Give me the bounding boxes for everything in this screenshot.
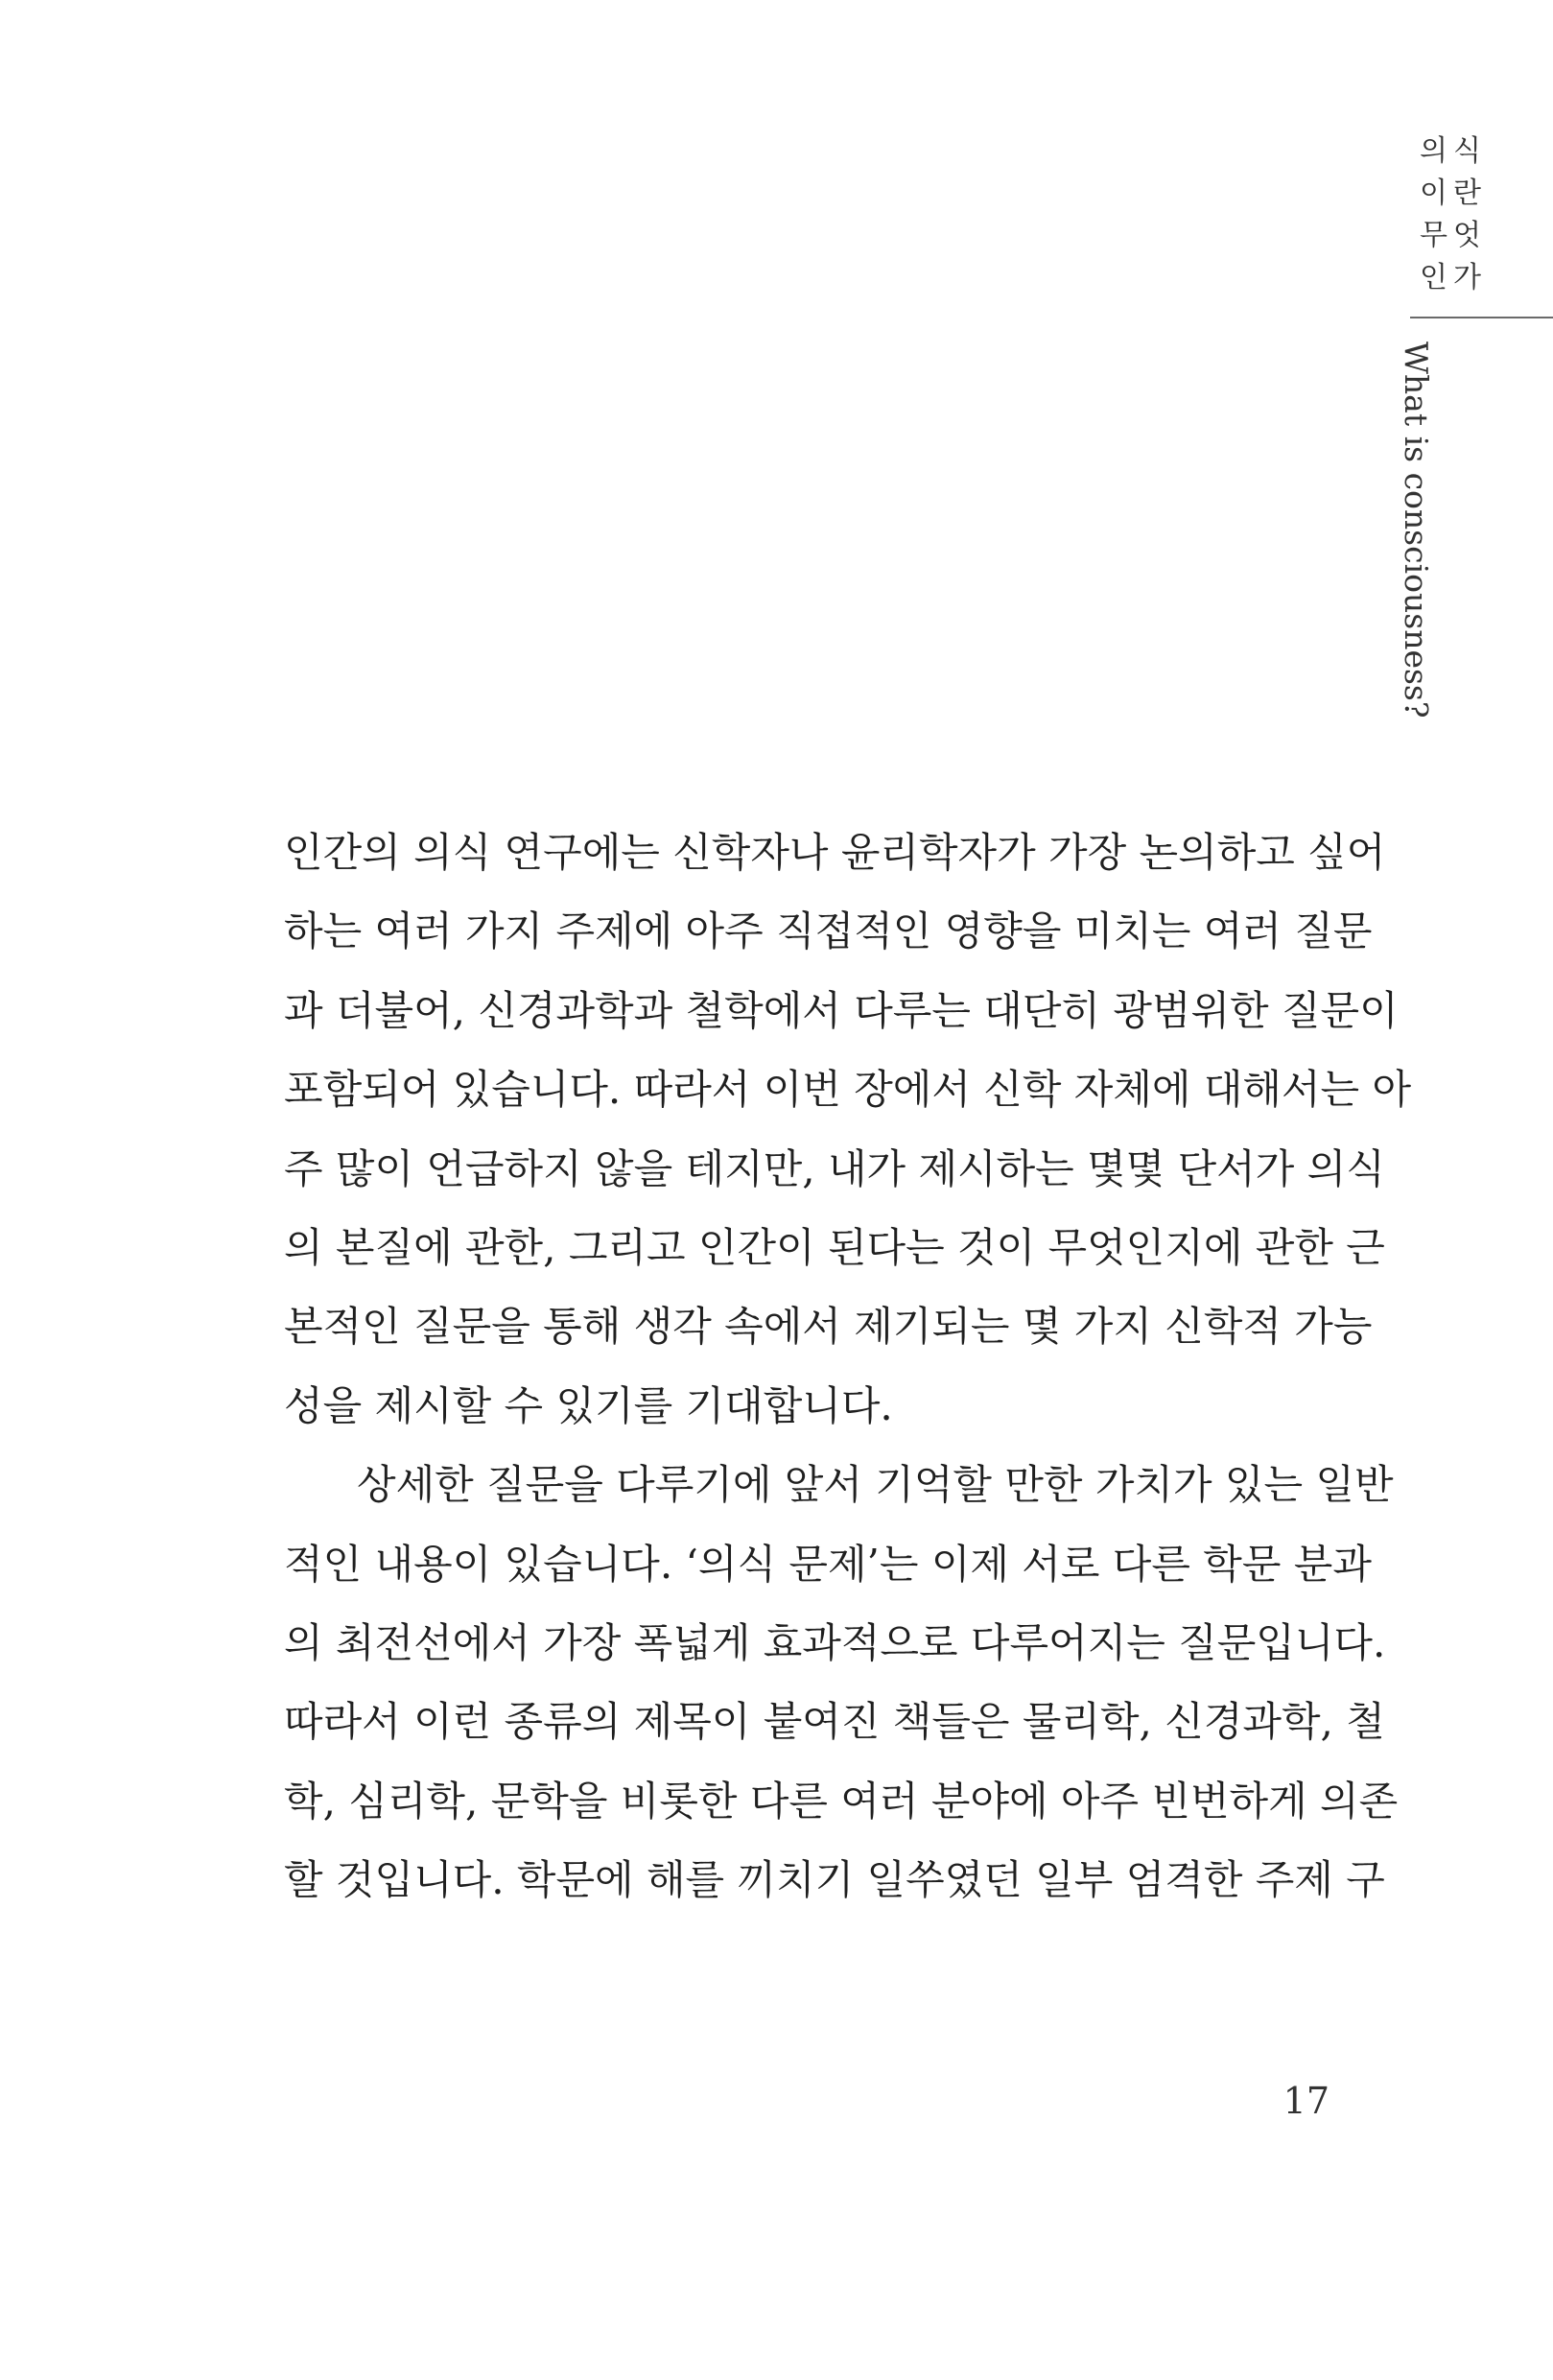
text-line: 성을 제시할 수 있기를 기대합니다. xyxy=(284,1381,893,1429)
text-line: 과 더불어, 신경과학과 철학에서 다루는 대단히 광범위한 질문이 xyxy=(284,986,1399,1034)
running-head-divider xyxy=(1410,317,1553,318)
body-text xyxy=(284,813,1412,1920)
text-line: 할 것입니다. 학문에 해를 끼치기 일쑤였던 일부 엄격한 주제 구 xyxy=(284,1856,1385,1904)
text-line: 의 최전선에서 가장 폭넓게 효과적으로 다루어지는 질문입니다. xyxy=(284,1618,1386,1666)
text-line: 상세한 질문을 다루기에 앞서 기억할 만한 가치가 있는 일반 xyxy=(357,1461,1394,1509)
text-line: 따라서 이런 종류의 제목이 붙여진 책들은 물리학, 신경과학, 철 xyxy=(284,1698,1385,1746)
text-line: 본적인 질문을 통해 생각 속에서 제기되는 몇 가지 신학적 가능 xyxy=(284,1303,1373,1351)
running-head-title xyxy=(1396,130,1511,299)
text-line: 의 본질에 관한, 그리고 인간이 된다는 것이 무엇인지에 관한 근 xyxy=(284,1223,1385,1271)
running-head-subtitle: What is consciousness? xyxy=(1398,342,1435,719)
text-line: 학, 심리학, 문학을 비롯한 다른 여러 분야에 아주 빈번하게 의존 xyxy=(284,1777,1399,1825)
running-head-title-line: 이란 xyxy=(1420,177,1487,210)
page-number: 17 xyxy=(1282,2080,1329,2122)
running-head-title-line: 무엇 xyxy=(1420,219,1487,252)
text-line: 인간의 의식 연구에는 신학자나 윤리학자가 가장 논의하고 싶어 xyxy=(284,829,1386,876)
running-head-title-line: 의식 xyxy=(1420,134,1487,168)
text-line: 적인 내용이 있습니다. ‘의식 문제’는 이제 서로 다른 학문 분과 xyxy=(284,1540,1372,1588)
text-line: 포함되어 있습니다. 따라서 이번 장에서 신학 자체에 대해서는 아 xyxy=(284,1066,1412,1114)
text-line: 하는 여러 가지 주제에 아주 직접적인 영향을 미치는 여러 질문 xyxy=(284,907,1373,955)
text-line: 주 많이 언급하지 않을 테지만, 내가 제시하는 몇몇 단서가 의식 xyxy=(284,1144,1385,1192)
running-head-title-line: 인가 xyxy=(1420,261,1487,295)
